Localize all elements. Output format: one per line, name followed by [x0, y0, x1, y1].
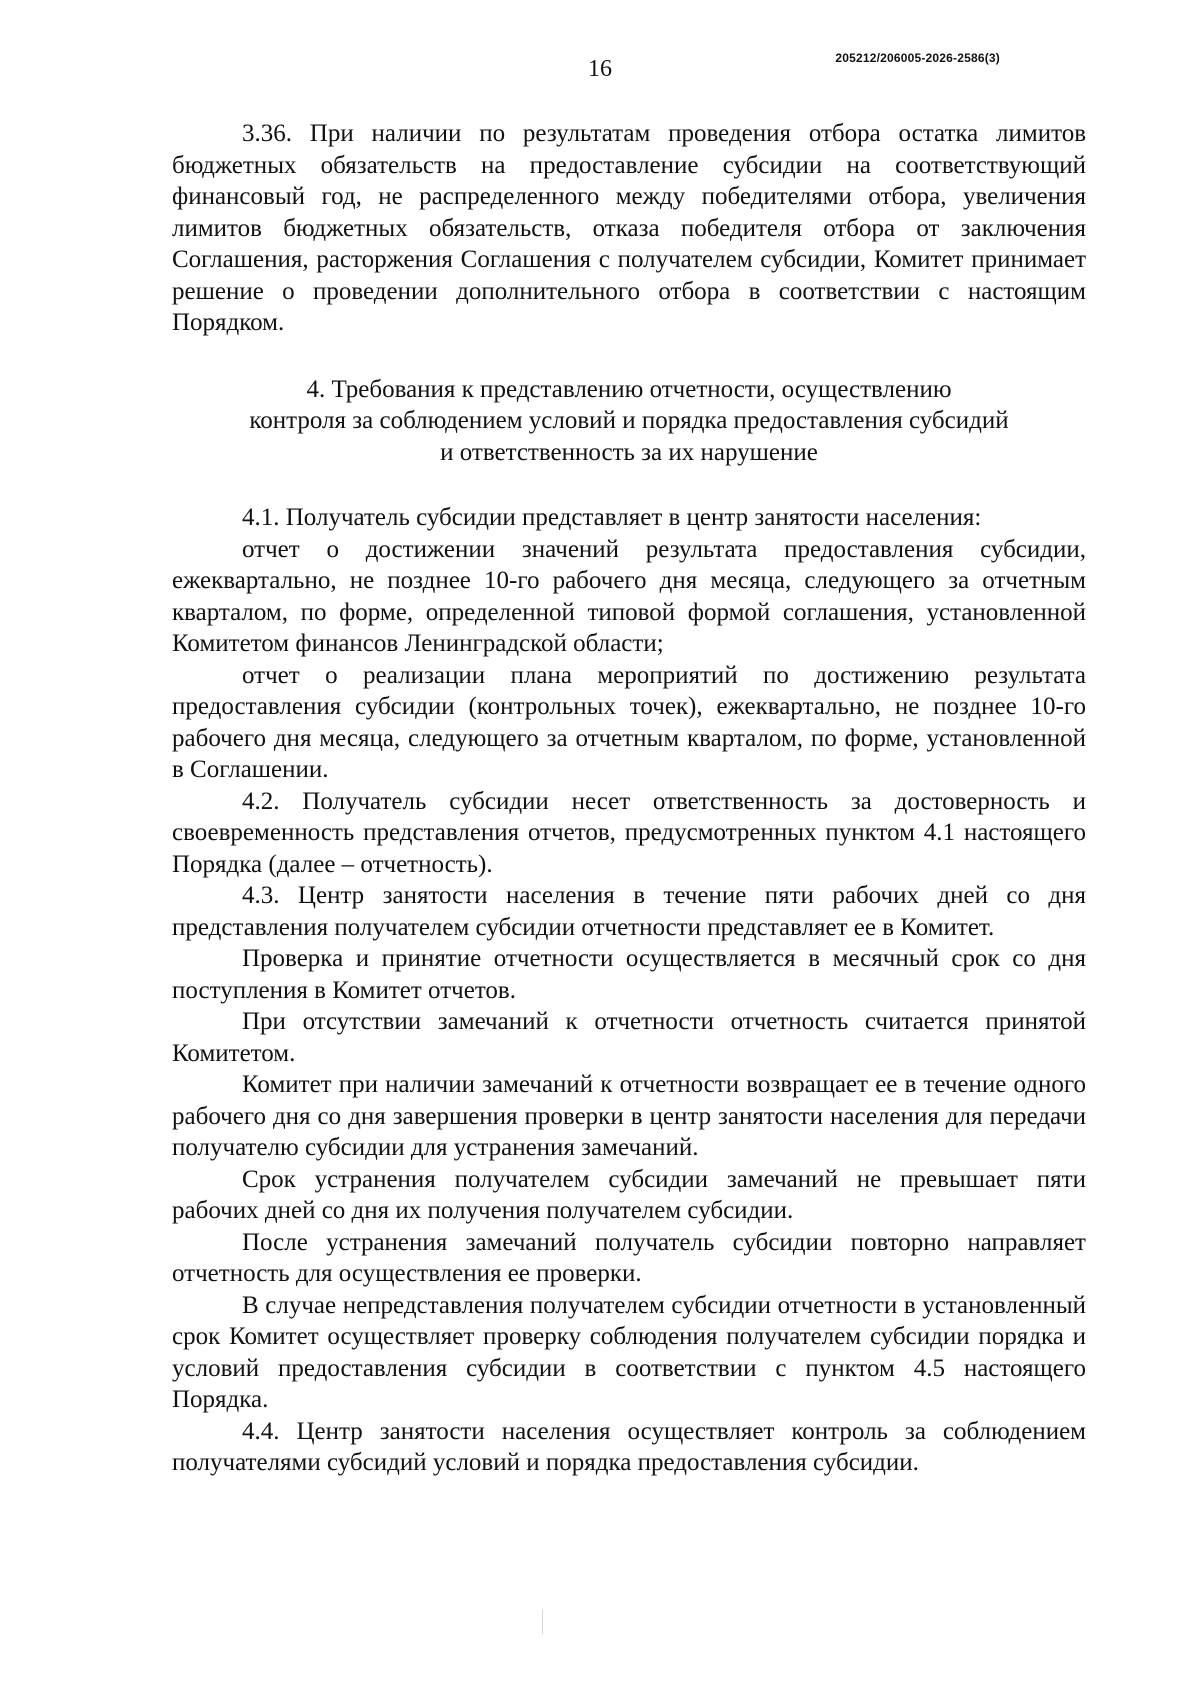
paragraph-4-3-resubmit: После устранения замечаний получатель субсидии повторно направляет отчетность для осуществления ее проверки. [172, 1228, 1086, 1287]
paragraph-4-1: 4.1. Получатель субсидии представляет в центр занятости населения: [242, 504, 982, 531]
paragraph-4-4: 4.4. Центр занятости населения осуществляет контроль за соблюдением получателями субсидий условий и порядка предоставления субсидии. [172, 1417, 1086, 1476]
page-number: 16 [588, 56, 612, 82]
section-heading-line-2: контроля за соблюдением условий и порядка предоставления субсидий [249, 407, 1009, 434]
document-registration-code: 205212/206005-2026-2586(3) [835, 51, 1000, 65]
paragraph-4-3-accepted: При отсутствии замечаний к отчетности отчетность считается принятой Комитетом. [172, 1008, 1086, 1067]
paragraph-3-36: 3.36. При наличии по результатам проведения отбора остатка лимитов бюджетных обязательств на предоставление субсидии на соответствующий финансовый год, не распределенного между победителями отбора, увеличения лимитов бюджетных обязательств, отказа победителя отбора от заключения Соглашения, расторжения Соглашения с получателем субсидии, Комитет принимает решение о проведении дополнительного отбора в соответствии с настоящим Порядком. [172, 120, 1086, 336]
paragraph-4-3-returns: Комитет при наличии замечаний к отчетности возвращает ее в течение одного рабочего дня со дня завершения проверки в центр занятости населения для передачи получателю субсидии для устранения замечаний. [172, 1071, 1086, 1161]
document-body [172, 118, 1086, 1479]
paragraph-4-3-failure: В случае непредставления получателем субсидии отчетности в установленный срок Комитет осуществляет проверку соблюдения получателем субсидии порядка и условий предоставления субсидии в соответствии с пунктом 4.5 настоящего Порядка. [172, 1291, 1086, 1413]
scan-artifact-line [542, 1610, 543, 1634]
paragraph-4-2: 4.2. Получатель субсидии несет ответственность за достоверность и своевременность представления отчетов, предусмотренных пунктом 4.1 настоящего Порядка (далее – отчетность). [172, 787, 1086, 878]
paragraph-4-1-report-results: отчет о достижении значений результата предоставления субсидии, ежеквартально, не позднее 10-го рабочего дня месяца, следующего за отчетным кварталом, по форме, определенной типовой формой соглашения, установленной Комитетом финансов Ленинградской области; [172, 535, 1086, 657]
section-heading-line-1: 4. Требования к представлению отчетности, осуществлению [306, 375, 952, 403]
paragraph-4-3-check: Проверка и принятие отчетности осуществляется в месячный срок со дня поступления в Комитет отчетов. [172, 945, 1086, 1004]
paragraph-4-3-deadline: Срок устранения получателем субсидии замечаний не превышает пяти рабочих дней со дня их получения получателем субсидии. [172, 1165, 1086, 1224]
section-4-heading [172, 374, 1086, 469]
paragraph-4-1-report-plan: отчет о реализации плана мероприятий по достижению результата предоставления субсидии (контрольных точек), ежеквартально, не позднее 10-го рабочего дня месяца, следующего за отчетным кварталом, по форме, установленной в Соглашении. [172, 661, 1086, 783]
paragraph-4-3: 4.3. Центр занятости населения в течение пяти рабочих дней со дня представления получателем субсидии отчетности представляет ее в Комитет. [172, 882, 1086, 941]
section-heading-line-3: и ответственность за их нарушение [440, 438, 818, 466]
